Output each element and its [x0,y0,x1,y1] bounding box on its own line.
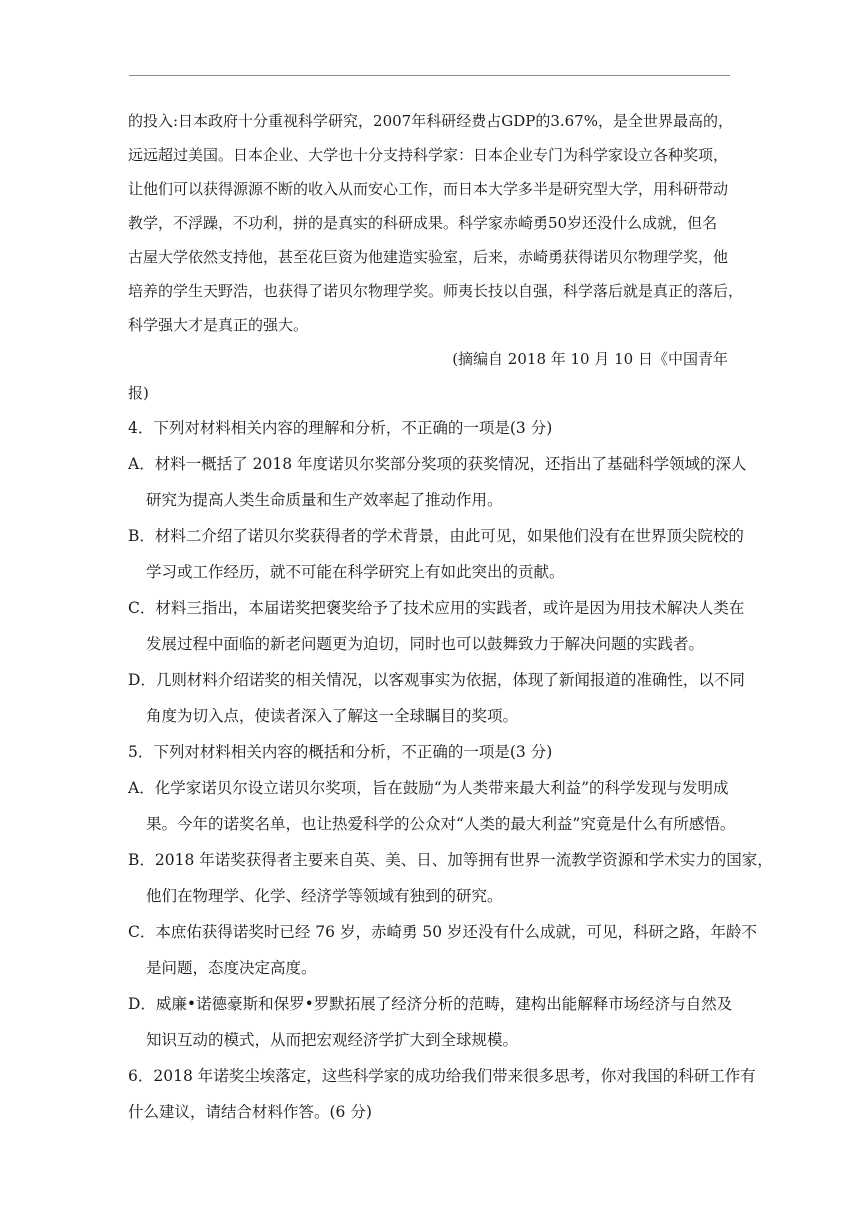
page-content [128,104,773,1130]
passage-source [128,342,732,410]
option-line: 角度为切入点，使读者深入了解这一全球瞩目的奖项。 [146,707,519,725]
option-line: 知识互动的模式，从而把宏观经济学扩大到全球规模。 [146,1031,519,1049]
passage-line: 科学强大才是真正的强大。 [128,316,309,334]
option-line: D．威廉•诺德豪斯和保罗•罗默拓展了经济分析的范畴，建构出能解释市场经济与自然及 [128,995,733,1013]
option-line: 是问题，态度决定高度。 [146,959,317,977]
option-line: C．材料三指出，本届诺奖把褒奖给予了技术应用的实践者，或许是因为用技术解决人类在 [128,599,745,617]
option-line: 研究为提高人类生命质量和生产效率起了推动作用。 [146,491,503,509]
option-line: D．几则材料介绍诺奖的相关情况，以客观事实为依据，体现了新闻报道的准确性，以不同 [128,671,745,689]
question-4-stem [128,410,732,446]
option-line: A．化学家诺贝尔设立诺贝尔奖项，旨在鼓励“为人类带来最大利益”的科学发现与发明成 [128,779,729,797]
header-rule [129,75,730,76]
question-5 [128,734,773,1058]
question-stem-text: 4．下列对材料相关内容的理解和分析，不正确的一项是(3 分) [128,419,553,437]
source-line-1: (摘编自 2018 年 10 月 10 日《中国青年 [452,350,728,368]
question-6-stem [128,1058,756,1130]
passage-line: 的投入:日本政府十分重视科学研究，2007年科研经费占GDP的3.67%，是全世界最高的， [128,112,733,130]
question-4-option-b [128,518,744,590]
option-line: 发展过程中面临的新老问题更为迫切，同时也可以鼓舞致力于解决问题的实践者。 [146,635,705,653]
option-line: B．2018 年诺奖获得者主要来自英、美、日、加等拥有世界一流教学资源和学术实力的国家， [128,851,773,869]
passage-line: 古屋大学依然支持他，甚至花巨资为他建造实验室，后来，赤崎勇获得诺贝尔物理学奖，他 [128,248,729,266]
question-4-option-a [128,446,747,518]
passage-paragraph [128,104,744,342]
source-line-2: 报) [128,384,149,402]
passage-line: 远远超过美国。日本企业、大学也十分支持科学家：日本企业专门为科学家设立各种奖项， [128,146,729,164]
question-5-option-a [128,770,736,842]
option-line: A．材料一概括了 2018 年度诺贝尔奖部分奖项的获奖情况，还指出了基础科学领域的深人 [128,455,747,473]
option-line: 学习或工作经历，就不可能在科学研究上有如此突出的贡献。 [146,563,565,581]
question-4-option-c [128,590,745,662]
question-5-option-c [128,914,758,986]
question-6 [128,1058,756,1130]
question-stem-text: 5．下列对材料相关内容的概括和分析，不正确的一项是(3 分) [128,743,553,761]
question-5-stem [128,734,732,770]
question-stem-text: 什么建议，请结合材料作答。(6 分) [128,1103,372,1121]
question-5-option-d [128,986,732,1058]
question-4-option-d [128,662,745,734]
question-5-option-b [128,842,773,914]
option-line: C．本庶佑获得诺奖时已经 76 岁，赤崎勇 50 岁还没有什么成就，可见，科研之路，年龄不 [128,923,758,941]
passage-line: 让他们可以获得源源不断的收入从而安心工作，而日本大学多半是研究型大学，用科研带动 [128,180,729,198]
passage-line: 培养的学生天野浩，也获得了诺贝尔物理学奖。师夷长技以自强，科学落后就是真正的落后， [128,282,744,300]
option-line: 果。今年的诺奖名单，也让热爱科学的公众对“人类的最大利益”究竟是什么有所感悟。 [146,815,736,833]
option-line: 他们在物理学、化学、经济学等领域有独到的研究。 [146,887,503,905]
question-4 [128,410,747,734]
passage-line: 教学，不浮躁，不功利，拼的是真实的科研成果。科学家赤崎勇50岁还没什么成就，但名 [128,214,718,232]
option-line: B．材料二介绍了诺贝尔奖获得者的学术背景，由此可见，如果他们没有在世界顶尖院校的 [128,527,744,545]
question-stem-text: 6．2018 年诺奖尘埃落定，这些科学家的成功给我们带来很多思考，你对我国的科研工作有 [128,1067,756,1085]
